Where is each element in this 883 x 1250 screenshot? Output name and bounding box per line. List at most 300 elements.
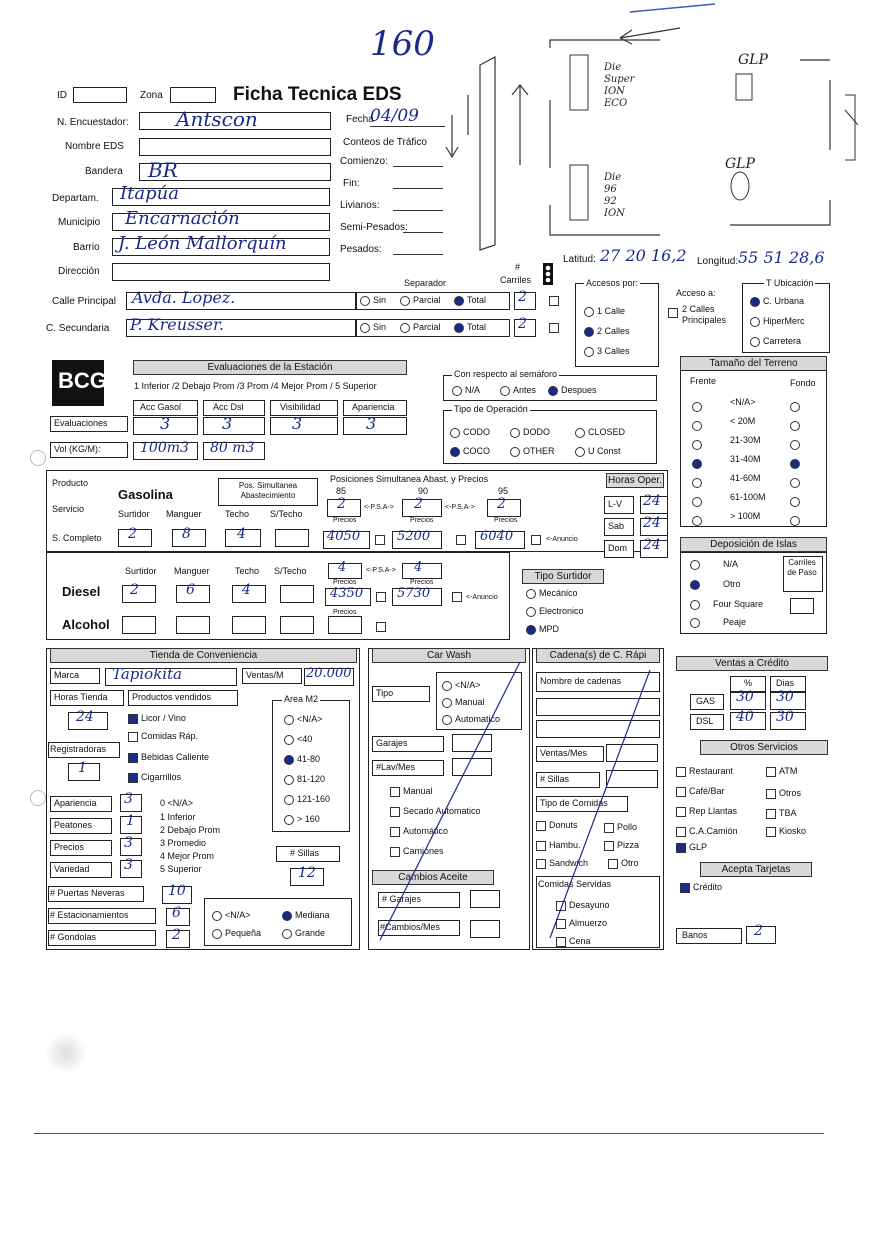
ubicacion-urbana[interactable]: C. Urbana: [750, 296, 804, 307]
tamano-opt-6: > 100M: [730, 511, 761, 521]
tamano-opt-0: <N/A>: [730, 397, 756, 407]
sketch-right-marks: [845, 95, 858, 160]
cadenas-tipo-label: Tipo de Comidas: [540, 798, 608, 808]
cadenas-cena[interactable]: Cena: [556, 936, 591, 947]
alcohol-precios-label: Precios: [333, 609, 357, 616]
acceso-a-title: Acceso a:: [676, 288, 716, 298]
sketch-island-bottom: [570, 165, 588, 220]
scan-mark: [46, 1030, 86, 1076]
operacion-closed[interactable]: CLOSED: [575, 427, 625, 438]
otros-restaurant[interactable]: Restaurant: [676, 766, 733, 777]
pesados-label: Pesados:: [340, 244, 382, 255]
horas-tienda-label: Horas Tienda: [54, 692, 108, 702]
ubicacion-hiper[interactable]: HiperMerc: [750, 316, 805, 327]
carwash-tipo-label: Tipo: [376, 688, 394, 698]
gas-pos-2: 2: [414, 496, 423, 512]
principal-carriles: 2: [518, 289, 527, 305]
carwash-serv-secado[interactable]: Secado Automatico: [390, 806, 481, 817]
area-80[interactable]: 41-80: [284, 754, 320, 765]
tamano-fondo-radios[interactable]: [790, 397, 803, 530]
evaluaciones-header: Evaluaciones de la Estación: [133, 360, 407, 375]
sillas-label: # Sillas: [290, 848, 320, 858]
barrio-value: J. León Mallorquín: [118, 233, 287, 254]
carwash-strike: [368, 648, 528, 948]
gas-anuncio-1[interactable]: [375, 535, 385, 545]
islas-four[interactable]: Four Square: [690, 599, 763, 610]
secundaria-semaforo-chk[interactable]: [549, 323, 559, 333]
cambios-garajes-label: # Garajes: [382, 894, 422, 904]
peatones-label: Peatones: [54, 820, 93, 830]
apariencia-value: 3: [124, 791, 133, 807]
diesel-precios-2: Precios: [410, 579, 434, 586]
gas-col-surtidor: Surtidor: [118, 509, 150, 519]
scale-5: 5 Superior: [160, 864, 202, 874]
tarjetas-header: Acepta Tarjetas: [700, 862, 812, 877]
credito-dsl-dias: 30: [776, 709, 794, 725]
comienzo-line[interactable]: [393, 166, 443, 167]
diesel-anuncio-label: <-Anuncio: [466, 594, 498, 601]
diesel-col-surtidor: Surtidor: [125, 566, 157, 576]
principal-semaforo-chk[interactable]: [549, 296, 559, 306]
id-field[interactable]: [73, 87, 127, 103]
gondolas-label: # Gondolas: [50, 932, 97, 942]
latitud-value: 27 20 16,2: [600, 246, 687, 265]
gas-anuncio-2[interactable]: [456, 535, 466, 545]
diesel-precio-1: 4350: [330, 586, 364, 601]
credito-dsl-pct: 40: [736, 709, 754, 725]
diesel-label: Diesel: [62, 584, 101, 599]
tamano-frente-radios[interactable]: [692, 397, 705, 530]
credito-pct-label: %: [744, 678, 753, 688]
punch-hole-2: [30, 790, 46, 806]
latitud-label: Latitud:: [563, 254, 596, 265]
semaforo-despues[interactable]: Despues: [548, 385, 597, 396]
islas-carriles: Carriles de Paso: [787, 558, 817, 577]
principal-sin[interactable]: Sin: [360, 295, 386, 306]
diesel-surtidor: 2: [130, 582, 139, 598]
id-label: ID: [57, 90, 67, 101]
cadenas-desayuno[interactable]: Desayuno: [556, 900, 610, 911]
gas-stecho-box[interactable]: [275, 529, 309, 547]
tam-gondolas-grande[interactable]: Grande: [282, 928, 325, 939]
acceso-a-chk[interactable]: [668, 308, 678, 318]
vol-value-2: 80 m3: [210, 440, 255, 456]
estac-label: # Estacionamientos: [50, 910, 129, 920]
otros-camion[interactable]: C.A.Camión: [676, 826, 738, 837]
diesel-surtidor-box[interactable]: [122, 585, 156, 603]
cadenas-sillas-label: # Sillas: [540, 774, 570, 784]
gas-precio-2: 5200: [397, 529, 431, 544]
sketch-glp-1: GLP: [738, 52, 768, 68]
semaforo-title: Con respecto al semáforo: [454, 369, 558, 379]
sketch-label-bot-3: 92: [604, 196, 617, 207]
direccion-field[interactable]: [112, 263, 330, 281]
psa-2: <-P.S.A->: [445, 504, 475, 511]
accesos-1[interactable]: 1 Calle: [584, 306, 625, 317]
barrio-label: Barrio: [73, 242, 100, 253]
servicio-label: Servicio: [52, 504, 85, 514]
site-sketch: [540, 0, 870, 250]
livianos-line[interactable]: [393, 210, 443, 211]
ventas-value: 20.000: [306, 666, 352, 681]
gas-col-techo: Techo: [225, 509, 250, 519]
fecha-line: [370, 126, 445, 127]
octane-85: 85: [336, 486, 347, 496]
ventas-label: Ventas/M: [246, 670, 284, 680]
alcohol-stecho-box[interactable]: [280, 616, 314, 634]
horas-lv-label: L-V: [608, 499, 623, 509]
carwash-header: Car Wash: [372, 648, 526, 663]
pos-precios-label: Posiciones Simultanea Abast. y Precios: [330, 474, 489, 484]
direccion-label: Dirección: [58, 266, 100, 277]
eval-value-3-box[interactable]: [270, 417, 338, 435]
gasolina-label: Gasolina: [118, 487, 173, 502]
zona-field[interactable]: [170, 87, 216, 103]
tamano-header: Tamaño del Terreno: [680, 356, 827, 371]
vol-value-1: 100m3: [140, 440, 189, 456]
tamano-opt-5: 61-100M: [730, 492, 766, 502]
eval-row-label: Evaluaciones: [54, 418, 108, 428]
operacion-other[interactable]: OTHER: [510, 446, 555, 457]
eval-col-apariencia-label: Apariencia: [352, 402, 395, 412]
carwash-serv-camiones[interactable]: Camiones: [390, 846, 444, 857]
producto-cigarrillos[interactable]: Cigarrillos: [128, 772, 181, 783]
marca-label: Marca: [54, 670, 80, 680]
credito-header: Ventas a Crédito: [676, 656, 828, 671]
sketch-label-top-2: Super: [604, 74, 635, 85]
gas-techo: 4: [237, 526, 246, 542]
gas-col-stecho: S/Techo: [270, 509, 303, 519]
credito-dsl-label: DSL: [696, 716, 714, 726]
operacion-dodo[interactable]: DODO: [510, 427, 550, 438]
tamano-opt-4: 41-60M: [730, 473, 761, 483]
eval-value-2-box[interactable]: [203, 417, 265, 435]
operacion-uconst[interactable]: U Const: [575, 446, 621, 457]
principal-parcial[interactable]: Parcial: [400, 295, 441, 306]
principal-total[interactable]: Total: [454, 295, 486, 306]
tamano-opt-3: 31-40M: [730, 454, 761, 464]
operacion-title: Tipo de Operación: [454, 404, 528, 414]
carwash-tipo-manual[interactable]: Manual: [442, 697, 485, 708]
cadenas-almuerzo[interactable]: Almuerzo: [556, 918, 607, 929]
scale-2: 2 Debajo Prom: [160, 825, 221, 835]
scompleto-label: S. Completo: [52, 533, 102, 543]
fecha-value: 04/09: [370, 106, 419, 126]
peatones-value: 1: [126, 813, 135, 829]
alcohol-manguer-box[interactable]: [176, 616, 210, 634]
surtidor-mpd[interactable]: MPD: [526, 624, 559, 635]
eval-value-3: 3: [292, 414, 303, 433]
semaforo-na[interactable]: N/A: [452, 385, 480, 396]
scale-3: 3 Promedio: [160, 838, 207, 848]
fin-label: Fin:: [343, 178, 360, 189]
sketch-label-bot-4: ION: [604, 208, 625, 219]
diesel-precio-2: 5730: [397, 586, 431, 601]
alcohol-anuncio[interactable]: [376, 622, 386, 632]
secundaria-sin[interactable]: Sin: [360, 322, 386, 333]
bcg-logo-text: BCG: [58, 368, 107, 393]
precios-label-3: Precios: [494, 517, 518, 524]
surtidor-electronico[interactable]: Electronico: [526, 606, 584, 617]
otros-header: Otros Servicios: [700, 740, 828, 755]
diesel-stecho-box[interactable]: [280, 585, 314, 603]
scale-0: 0 <N/A>: [160, 798, 194, 808]
registradoras-value: 1: [78, 760, 87, 776]
islas-na[interactable]: N/A: [690, 559, 738, 570]
secundaria-value: P. Kreusser.: [130, 315, 224, 334]
diesel-manguer: 6: [186, 582, 195, 598]
tamano-opt-2: 21-30M: [730, 435, 761, 445]
sketch-glp-tank: [736, 74, 752, 100]
diesel-anuncio-1[interactable]: [376, 592, 386, 602]
otros-tba[interactable]: TBA: [766, 808, 797, 819]
gas-pos-3: 2: [497, 496, 506, 512]
cambios-mes-label: #Cambios/Mes: [380, 922, 441, 932]
carwash-serv-auto[interactable]: Automático: [390, 826, 448, 837]
otros-llantas[interactable]: Rep Llantas: [676, 806, 737, 817]
psa-1: <-P.S.A->: [364, 504, 394, 511]
vol-label: Vol (KG/M):: [54, 444, 101, 454]
tamano-opt-1: < 20M: [730, 416, 756, 426]
punch-hole-1: [30, 450, 46, 466]
carwash-tipo-na[interactable]: <N/A>: [442, 680, 481, 691]
tienda-header: Tienda de Conveniencia: [50, 648, 357, 663]
precios-label: Precios: [54, 842, 85, 852]
diesel-col-manguer: Manguer: [174, 566, 210, 576]
eval-value-2: 3: [222, 414, 233, 433]
sketch-arrow-2: [620, 28, 680, 44]
apariencia-label: Apariencia: [54, 798, 97, 808]
islas-otro[interactable]: Otro: [690, 579, 741, 590]
principal-label: Calle Principal: [52, 296, 116, 307]
semi-line[interactable]: [403, 232, 443, 233]
traffic-title: Conteos de Tráfico: [343, 137, 427, 148]
carwash-serv-manual[interactable]: Manual: [390, 786, 433, 797]
sillas-value: 12: [298, 865, 316, 881]
carwash-lav-label: #Lav/Mes: [376, 762, 416, 772]
producto-label: Producto: [52, 478, 89, 488]
gas-anuncio-3[interactable]: [531, 535, 541, 545]
neveras-label: # Puertas Neveras: [50, 888, 125, 898]
diesel-col-stecho: S/Techo: [274, 566, 307, 576]
nombre-field[interactable]: [139, 138, 331, 156]
surtidor-header: Tipo Surtidor: [522, 569, 604, 584]
zona-label: Zona: [140, 90, 163, 101]
horas-sab: 24: [643, 515, 661, 531]
horas-dom: 24: [643, 537, 661, 553]
scale-1: 1 Inferior: [160, 812, 196, 822]
secundaria-total[interactable]: Total: [454, 322, 486, 333]
cambios-header: Cambios Aceite: [372, 870, 494, 885]
sketch-glp-2: GLP: [725, 156, 755, 172]
eval-col-accdsl-label: Acc Dsl: [213, 402, 244, 412]
octane-90: 90: [418, 486, 429, 496]
operacion-coco[interactable]: COCO: [450, 446, 490, 457]
departam-label: Departam.: [52, 193, 99, 204]
tamano-frente: Frente: [690, 376, 717, 386]
islas-carriles-value[interactable]: [790, 598, 814, 614]
diesel-pos-1: 4: [338, 560, 347, 575]
eval-value-1: 3: [160, 414, 171, 433]
precios-value: 3: [124, 835, 133, 851]
carwash-tipo-auto[interactable]: Automatico: [442, 714, 500, 725]
horas-lv: 24: [643, 493, 661, 509]
area-title: Area M2: [284, 694, 319, 704]
eval-value-4: 3: [366, 414, 377, 433]
tarjetas-credito[interactable]: Crédito: [680, 882, 722, 893]
pesados-line[interactable]: [393, 254, 443, 255]
departam-value: Itapúa: [120, 183, 179, 204]
fin-line[interactable]: [393, 188, 443, 189]
tam-gondolas-box: [204, 898, 352, 946]
sketch-label-top-4: ECO: [604, 98, 628, 109]
separador-label: Separador: [404, 278, 447, 288]
gas-precio-1: 4050: [327, 529, 361, 544]
banos-value: 2: [754, 923, 763, 939]
gas-pos-1: 2: [337, 496, 346, 512]
cadenas-donuts[interactable]: Donuts: [536, 820, 578, 831]
accesos-3[interactable]: 3 Calles: [584, 346, 630, 357]
encuestador-value: Antscon: [176, 107, 258, 131]
gondolas-value: 2: [172, 927, 181, 943]
eval-col-accgasol-label: Acc Gasol: [140, 402, 182, 412]
traffic-light-icon: [541, 263, 555, 285]
surtidor-mecanico[interactable]: Mecánico: [526, 588, 578, 599]
otros-cafe[interactable]: Café/Bar: [676, 786, 725, 797]
horas-tienda-value: 24: [76, 709, 94, 725]
secundaria-parcial[interactable]: Parcial: [400, 322, 441, 333]
carwash-garajes-label: Garajes: [376, 738, 408, 748]
area-40[interactable]: <40: [284, 734, 312, 745]
cadenas-strike: [532, 648, 662, 948]
livianos-label: Livianos:: [340, 200, 380, 211]
islas-peaje[interactable]: Peaje: [690, 617, 746, 628]
operacion-codo[interactable]: CODO: [450, 427, 490, 438]
cadenas-pollo[interactable]: Pollo: [604, 822, 637, 833]
cadenas-ventas-label: Ventas/Mes: [540, 748, 588, 758]
banos-label: Banos: [682, 930, 708, 940]
sketch-label-bot-1: Die: [604, 172, 622, 183]
credito-gas-label: GAS: [696, 696, 716, 706]
alcohol-label: Alcohol: [62, 617, 110, 632]
bottom-rule: [34, 1133, 824, 1134]
cadenas-otro[interactable]: Otro: [608, 858, 639, 869]
municipio-label: Municipio: [58, 217, 101, 228]
sketch-boundary: [550, 40, 830, 235]
credito-gas-dias: 30: [776, 689, 794, 705]
ubicacion-carretera[interactable]: Carretera: [750, 336, 801, 347]
semi-label: Semi-Pesados:: [340, 222, 408, 233]
diesel-anuncio-2[interactable]: [452, 592, 462, 602]
area-160[interactable]: 121-160: [284, 794, 330, 805]
otros-otros[interactable]: Otros: [766, 788, 801, 799]
eval-col-visibilidad-label: Visibilidad: [280, 402, 321, 412]
area-na[interactable]: <N/A>: [284, 714, 323, 725]
precios-label-1: Precios: [333, 517, 357, 524]
horas-header: Horas Oper.: [606, 473, 664, 488]
producto-comidas[interactable]: Comidas Ráp.: [128, 731, 198, 742]
page-number: 160: [370, 24, 435, 64]
longitud-label: Longitud:: [697, 256, 739, 267]
sketch-label-bot-2: 96: [604, 184, 617, 195]
neveras-value: 10: [168, 883, 186, 899]
tam-gondolas-pequena[interactable]: Pequeña: [212, 928, 261, 939]
diesel-precios-1: Precios: [333, 579, 357, 586]
horas-sab-label: Sab: [608, 521, 625, 531]
sketch-island-top: [570, 55, 588, 110]
principal-value: Avda. Lopez.: [132, 288, 236, 307]
otros-atm[interactable]: ATM: [766, 766, 797, 777]
cadenas-header: Cadena(s) de C. Rápi: [536, 648, 660, 663]
form-title: Ficha Tecnica EDS: [233, 84, 402, 105]
acceso-a-value: 2 Calles Principales: [682, 304, 727, 325]
gas-precio-3: 6040: [480, 529, 514, 544]
longitud-value: 55 51 28,6: [738, 248, 825, 267]
tamano-fondo: Fondo: [790, 378, 816, 388]
comienzo-label: Comienzo:: [340, 156, 388, 167]
accesos-title: Accesos por:: [586, 278, 639, 288]
accesos-2[interactable]: 2 Calles: [584, 326, 630, 337]
producto-licor[interactable]: Licor / Vino: [128, 713, 186, 724]
scale-4: 4 Mejor Prom: [160, 851, 215, 861]
registradoras-label: Registradoras: [50, 744, 107, 754]
credito-dias-label: Dias: [776, 678, 795, 688]
diesel-techo: 4: [242, 582, 251, 598]
sketch-label-top-3: ION: [604, 86, 625, 97]
cadenas-servidas-label: Comidas Servidas: [538, 879, 612, 889]
islas-header: Deposición de Islas: [680, 537, 827, 552]
producto-bebidas[interactable]: Bebidas Caliente: [128, 752, 209, 763]
variedad-value: 3: [124, 857, 133, 873]
cadenas-nombre-label: Nombre de cadenas: [540, 676, 622, 686]
pos-sim-label: Pos. Simultanea Abastecimiento: [238, 481, 298, 500]
num-label: #: [515, 262, 521, 272]
cadenas-pizza[interactable]: Pizza: [604, 840, 639, 851]
gas-manguer: 8: [182, 526, 191, 542]
secundaria-label: C. Secundaria: [46, 323, 110, 334]
cadenas-sandwich[interactable]: Sandwich: [536, 858, 588, 869]
diesel-psa: <-P.S.A->: [366, 567, 396, 574]
estac-value: 6: [172, 905, 181, 921]
tam-gondolas-mediana[interactable]: Mediana: [282, 910, 330, 921]
semaforo-antes[interactable]: Antes: [500, 385, 536, 396]
ubicacion-title: T Ubicación: [766, 278, 814, 288]
gas-anuncio-label: <-Anuncio: [546, 536, 578, 543]
evaluaciones-scale: 1 Inferior /2 Debajo Prom /3 Prom /4 Mejor Prom / 5 Superior: [134, 381, 377, 391]
alcohol-techo-box[interactable]: [232, 616, 266, 634]
area-120[interactable]: 81-120: [284, 774, 325, 785]
alcohol-surtidor-box[interactable]: [122, 616, 156, 634]
tam-gondolas-na[interactable]: <N/A>: [212, 910, 251, 921]
nombre-label: Nombre EDS: [65, 141, 124, 152]
horas-dom-label: Dom: [608, 543, 628, 553]
cadenas-hambu[interactable]: Hambu.: [536, 840, 581, 851]
otros-kiosko[interactable]: Kiosko: [766, 826, 806, 837]
diesel-col-techo: Techo: [235, 566, 260, 576]
credito-gas-pct: 30: [736, 689, 754, 705]
productos-label: Productos vendidos: [132, 692, 212, 702]
sketch-glp-cylinder: [731, 172, 749, 200]
traffic-arrows: [440, 55, 540, 255]
alcohol-precio-box[interactable]: [328, 616, 362, 634]
marca-value: Tapiokita: [112, 665, 183, 683]
area-gt160[interactable]: > 160: [284, 814, 320, 825]
octane-95: 95: [498, 486, 509, 496]
municipio-value: Encarnación: [125, 208, 240, 229]
otros-glp[interactable]: GLP: [676, 842, 707, 853]
sketch-label-top-1: Die: [604, 62, 622, 73]
carriles-label: Carriles: [500, 275, 532, 285]
